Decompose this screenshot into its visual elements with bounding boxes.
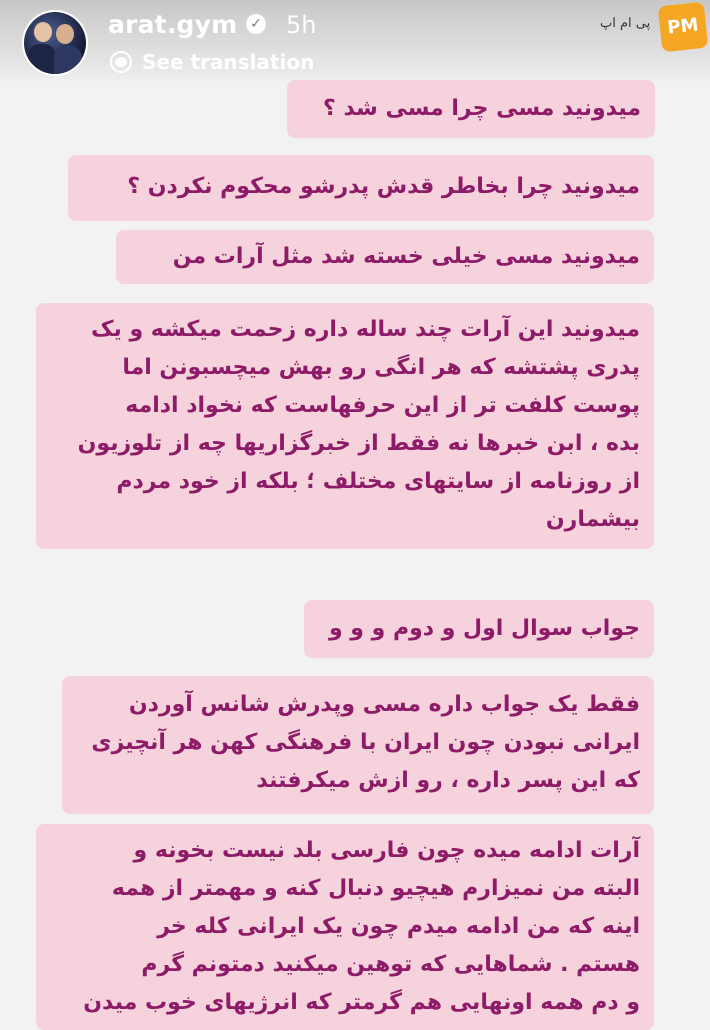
verified-badge-icon: ✓ xyxy=(246,14,266,34)
bubble-line: و دم همه اونهایی هم گرمتر که انرژیهای خوب میدن xyxy=(83,990,640,1015)
text-bubble-5 xyxy=(304,600,654,658)
watermark-logo xyxy=(600,4,708,52)
bubble-line: میدونید این آرات چند ساله داره زحمت میکشه و یک xyxy=(91,317,640,342)
bubble-line: میدونید مسی چرا مسی شد ؟ xyxy=(323,96,641,121)
bubble-line: فقط یک جواب داره مسی وپدرش شانس آوردن xyxy=(128,692,640,717)
bubble-line: جواب سوال اول و دوم و و و xyxy=(328,616,640,641)
bubble-line: هستم . شماهایی که توهین میکنید دمتونم گرم xyxy=(141,952,640,977)
text-bubble-3 xyxy=(116,230,654,284)
see-translation-button[interactable] xyxy=(110,48,314,76)
see-translation-label: See translation xyxy=(142,50,315,74)
bubble-line: آرات ادامه میده چون فارسی بلد نیست بخونه و xyxy=(133,838,640,863)
post-time: 5h xyxy=(286,11,317,39)
bubble-line: اینه که من ادامه میدم چون یک ایرانی کله خر xyxy=(157,914,640,939)
logo-badge-icon: PM xyxy=(658,2,709,53)
story-header xyxy=(0,0,710,84)
translate-icon xyxy=(110,51,132,73)
bubble-line: میدونید مسی خیلی خسته شد مثل آرات من xyxy=(172,244,640,269)
profile-avatar[interactable] xyxy=(24,12,86,74)
bubble-line: بده ، ابن خبرها نه فقط از خبرگزاریها چه از تلوزیون xyxy=(77,431,640,456)
text-bubble-1 xyxy=(287,80,655,138)
username[interactable]: arat.gym xyxy=(108,10,238,39)
bubble-line: بیشمارن xyxy=(545,507,640,532)
bubble-line: از روزنامه از سایتهای مختلف ؛ بلکه از خود مردم xyxy=(116,469,640,494)
bubble-line: پدری پشتشه که هر انگی رو بهش میچسبونن اما xyxy=(122,355,640,380)
bubble-line: ایرانی نبودن چون ایران با فرهنگی کهن هر آنچیزی xyxy=(91,730,640,755)
text-bubble-7 xyxy=(36,824,654,1030)
text-bubble-4 xyxy=(36,303,654,549)
logo-text: پی ام اپ xyxy=(600,16,651,31)
text-bubble-2 xyxy=(68,155,654,221)
bubble-line: البته من نمیزارم هیچیو دنبال کنه و مهمتر از همه xyxy=(111,876,640,901)
bubble-line: پوست کلفت تر از این حرفهاست که نخواد ادامه xyxy=(125,393,640,418)
bubble-line: که این پسر داره ، رو ازش میکرفتند xyxy=(256,768,640,793)
text-bubble-6 xyxy=(62,676,654,814)
bubble-line: میدونید چرا بخاطر قدش پدرشو محکوم نکردن ؟ xyxy=(127,174,640,199)
